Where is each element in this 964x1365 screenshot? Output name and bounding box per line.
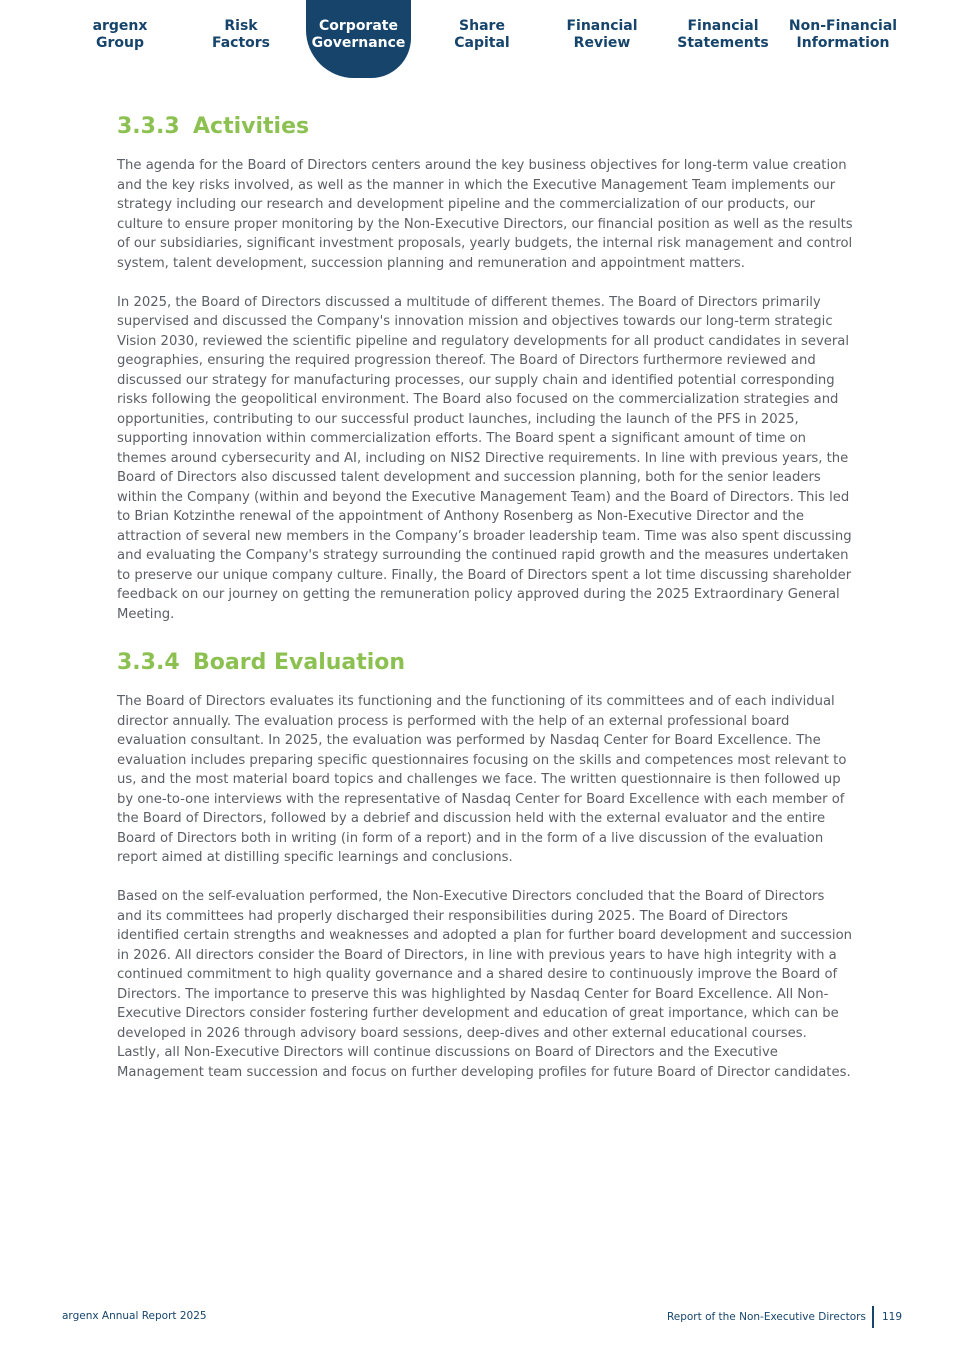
- nav-tab-label: Financial Statements: [677, 18, 769, 51]
- section-board-evaluation: [117, 648, 853, 1082]
- footer-section-name: Report of the Non-Executive Directors: [666, 1311, 866, 1323]
- section-number: 3.3.3: [117, 114, 180, 139]
- nav-tab-label: argenx Group: [92, 18, 148, 51]
- nav-tab-corporate-governance[interactable]: [306, 0, 411, 78]
- paragraph: In 2025, the Board of Directors discussed a multitude of different themes. The Board of Directors primarily supervised and discussed the Company's innovation mission and objectives towards our long-term strategic Vision 2030, reviewed the scientific pipeline and regulatory developments for all product candidates in several geographies, ensuring the required progression thereof. The Board of Directors furthermore reviewed and discussed our strategy for manufacturing processes, our supply chain and identified potential corresponding risks following the geopolitical environment. The Board also focused on the commercialization strategies and opportunities, contributing to our successful product launches, including the launch of the PFS in 2025, supporting innovation within commercialization efforts. The Board spent a significant amount of time on themes around cybersecurity and AI, including on NIS2 Directive requirements. In line with previous years, the Board of Directors also discussed talent development and succession planning, both for the senior leaders within the Company (within and beyond the Executive Management Team) and the Board of Directors. This led to Brian Kotzinthe renewal of the appointment of Anthony Rosenberg as Non-Executive Director and the attraction of several new members in the Company’s broader leadership team. Time was also spent discussing and evaluating the Company's strategy surrounding the continued rapid growth and the measures undertaken to preserve our unique company culture. Finally, the Board of Directors spent a lot time discussing shareholder feedback on our journey on getting the remuneration policy approved during the 2025 Extraordinary General Meeting.: [117, 294, 852, 622]
- nav-tab-non-financial-information[interactable]: [787, 0, 899, 78]
- paragraph: The agenda for the Board of Directors centers around the key business objectives for long-term value creation and the key risks involved, as well as the manner in which the Executive Management Team implements our strategy including our research and development pipeline and the commercialization of our products, our culture to ensure proper monitoring by the Non-Executive Directors, our financial position as well as the results of our subsidiaries, significant investment proposals, yearly budgets, the internal risk management and control system, talent development, succession planning and remuneration and appointment matters.: [117, 158, 853, 271]
- paragraph: Based on the self-evaluation performed, the Non-Executive Directors concluded that the Board of Directors and its committees had properly discharged their responsibilities during 2025. The Board of Directors identified certain strengths and weaknesses and adopted a plan for further board development and succession in 2026. All directors consider the Board of Directors, in line with previous years to have high integrity with a continued commitment to high quality governance and a shared desire to continuously improve the Board of Directors. The importance to preserve this was highlighted by Nasdaq Center for Board Excellence. All Non-Executive Directors consider fostering further development and education of great importance, which can be developed in 2026 through advisory board sessions, deep-dives and other external educational courses. Lastly, all Non-Executive Directors will continue discussions on Board of Directors and the Executive Management team succession and focus on further developing profiles for future Board of Director candidates.: [117, 889, 853, 1080]
- nav-tab-argenx-group[interactable]: [64, 0, 176, 78]
- nav-tab-label: Risk Factors: [211, 18, 271, 51]
- section-activities: [117, 112, 853, 624]
- main-content: [117, 112, 853, 1102]
- footer-right: [667, 1305, 902, 1329]
- top-navigation: [60, 0, 904, 80]
- section-title: Activities: [193, 114, 310, 139]
- section-heading: [117, 112, 853, 142]
- nav-tab-risk-factors[interactable]: [185, 0, 297, 78]
- nav-tab-financial-review[interactable]: [546, 0, 658, 78]
- nav-tab-label: Corporate Governance: [311, 18, 406, 51]
- nav-tab-label: Share Capital: [454, 18, 510, 51]
- footer-divider: [872, 1306, 874, 1328]
- section-heading: [117, 648, 853, 678]
- nav-tab-label: Non-Financial Information: [788, 18, 898, 51]
- section-number: 3.3.4: [117, 650, 180, 675]
- footer-report-title: argenx Annual Report 2025: [62, 1310, 207, 1322]
- nav-tab-financial-statements[interactable]: [667, 0, 779, 78]
- nav-tab-share-capital[interactable]: [426, 0, 538, 78]
- section-title: Board Evaluation: [193, 650, 406, 675]
- page-number: 119: [881, 1311, 902, 1323]
- page-footer: [62, 1305, 902, 1329]
- paragraph: The Board of Directors evaluates its functioning and the functioning of its committees and of each individual director annually. The evaluation process is performed with the help of an external professional board evaluation consultant. In 2025, the evaluation was performed by Nasdaq Center for Board Excellence. The evaluation includes preparing specific questionnaires focusing on the skills and competences most relevant to us, and the most material board topics and challenges we face. The written questionnaire is then followed up by one-to-one interviews with the representative of Nasdaq Center for Board Excellence with each member of the Board of Directors, followed by a debrief and discussion held with the external evaluator and the entire Board of Directors both in writing (in form of a report) and in the form of a live discussion of the evaluation report aimed at distilling specific learnings and conclusions.: [117, 694, 847, 865]
- nav-tab-label: Financial Review: [566, 18, 638, 51]
